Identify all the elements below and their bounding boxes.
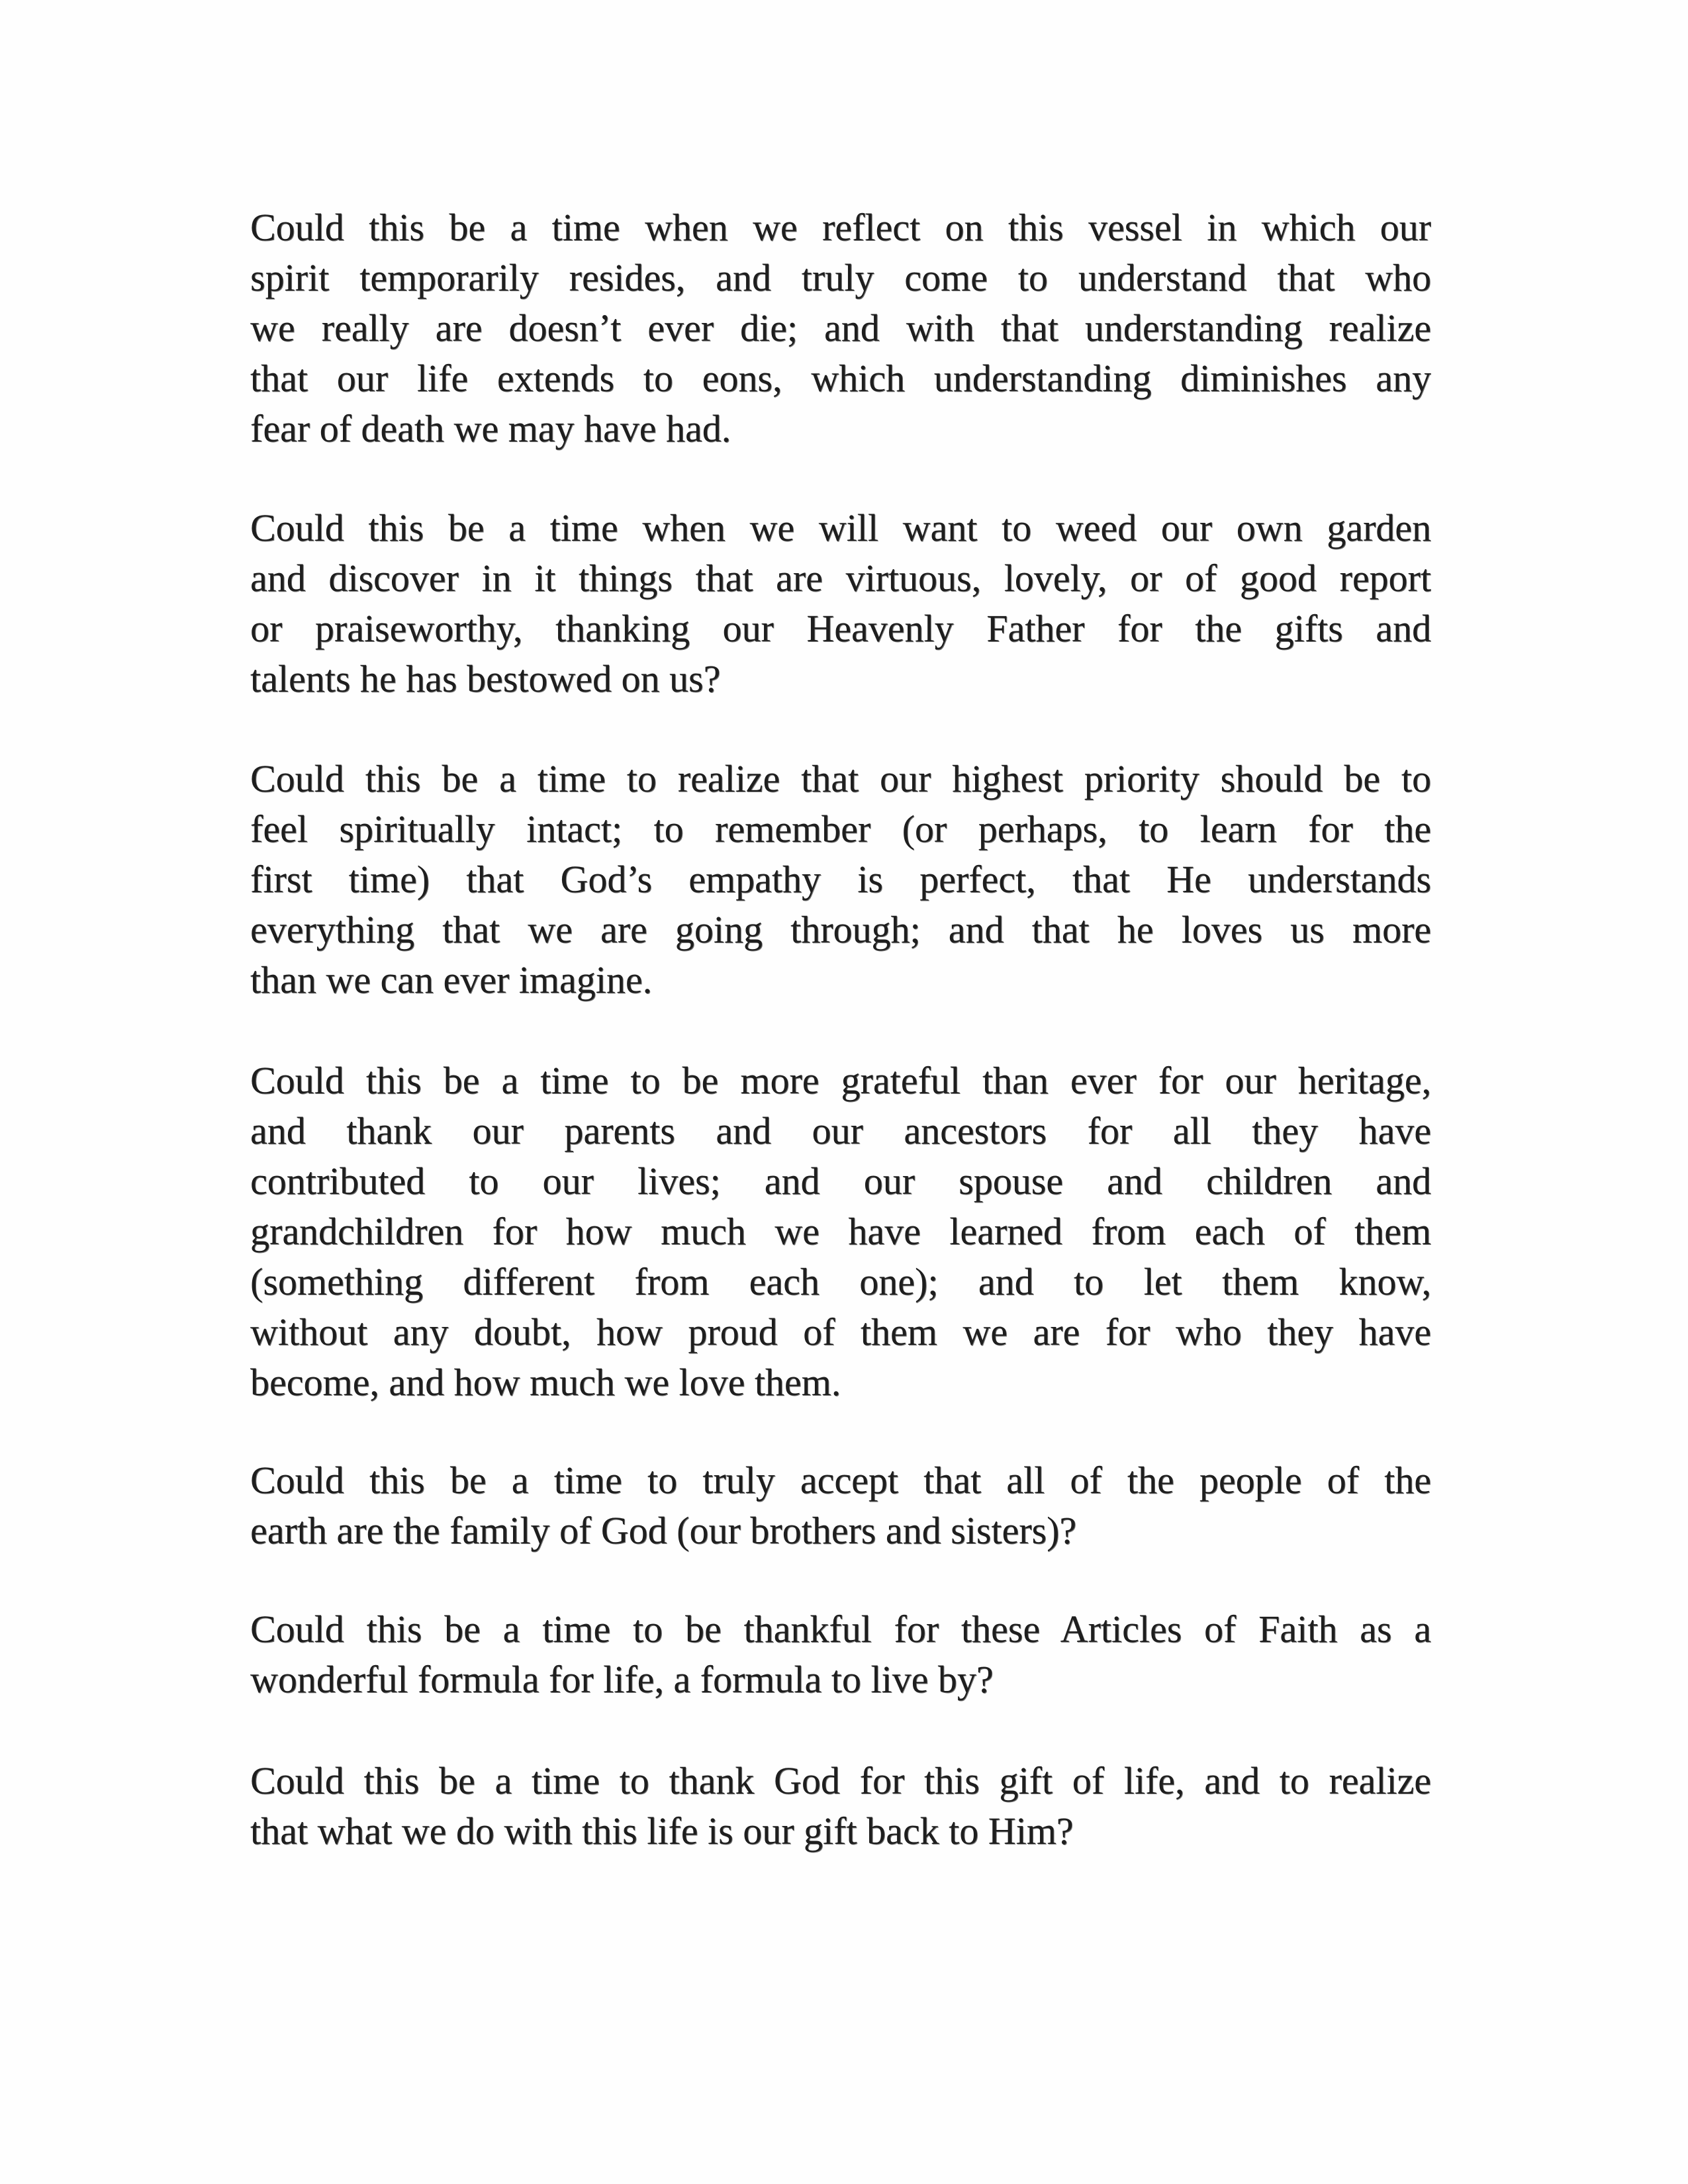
text-line: grandchildren for how much we have learned from each of them (250, 1210, 1431, 1253)
text-line: than we can ever imagine. (250, 958, 653, 1001)
text-line: (something different from each one); and to let them know, (250, 1260, 1431, 1303)
text-line: talents he has bestowed on us? (250, 657, 721, 700)
paragraph-4 (250, 1056, 1431, 1408)
text-line: we really are doesn’t ever die; and with that understanding realize (250, 306, 1431, 349)
text-line: earth are the family of God (our brothers and sisters)? (250, 1509, 1077, 1552)
text-line: feel spiritually intact; to remember (or perhaps, to learn for the (250, 807, 1431, 850)
text-line: Could this be a time to truly accept that all of the people of the (250, 1459, 1431, 1502)
paragraph-7 (250, 1756, 1431, 1856)
text-line: first time) that God’s empathy is perfect, that He understands (250, 858, 1431, 901)
text-line: Could this be a time to be thankful for these Articles of Faith as a (250, 1608, 1431, 1651)
paragraph-1 (250, 203, 1431, 454)
paragraph-2 (250, 503, 1431, 704)
text-line: contributed to our lives; and our spouse and children and (250, 1160, 1431, 1203)
text-line: that our life extends to eons, which understanding diminishes any (250, 357, 1431, 400)
paragraph-3 (250, 754, 1431, 1005)
paragraph-5 (250, 1455, 1431, 1556)
text-line: and discover in it things that are virtuous, lovely, or of good report (250, 557, 1431, 600)
paragraph-6 (250, 1604, 1431, 1705)
text-line: Could this be a time to realize that our highest priority should be to (250, 757, 1431, 800)
text-line: fear of death we may have had. (250, 407, 731, 450)
text-line: Could this be a time when we will want to weed our own garden (250, 506, 1431, 549)
text-line: without any doubt, how proud of them we are for who they have (250, 1310, 1431, 1353)
text-line: Could this be a time to be more grateful than ever for our heritage, (250, 1059, 1431, 1102)
text-line: that what we do with this life is our gift back to Him? (250, 1809, 1074, 1852)
text-line: Could this be a time when we reflect on this vessel in which our (250, 206, 1431, 249)
text-line: everything that we are going through; and that he loves us more (250, 908, 1431, 951)
text-line: Could this be a time to thank God for this gift of life, and to realize (250, 1759, 1431, 1802)
text-line: wonderful formula for life, a formula to live by? (250, 1658, 994, 1701)
text-line: become, and how much we love them. (250, 1361, 841, 1404)
text-line: spirit temporarily resides, and truly come to understand that who (250, 256, 1431, 299)
text-line: and thank our parents and our ancestors for all they have (250, 1109, 1431, 1152)
text-line: or praiseworthy, thanking our Heavenly Father for the gifts and (250, 607, 1431, 650)
